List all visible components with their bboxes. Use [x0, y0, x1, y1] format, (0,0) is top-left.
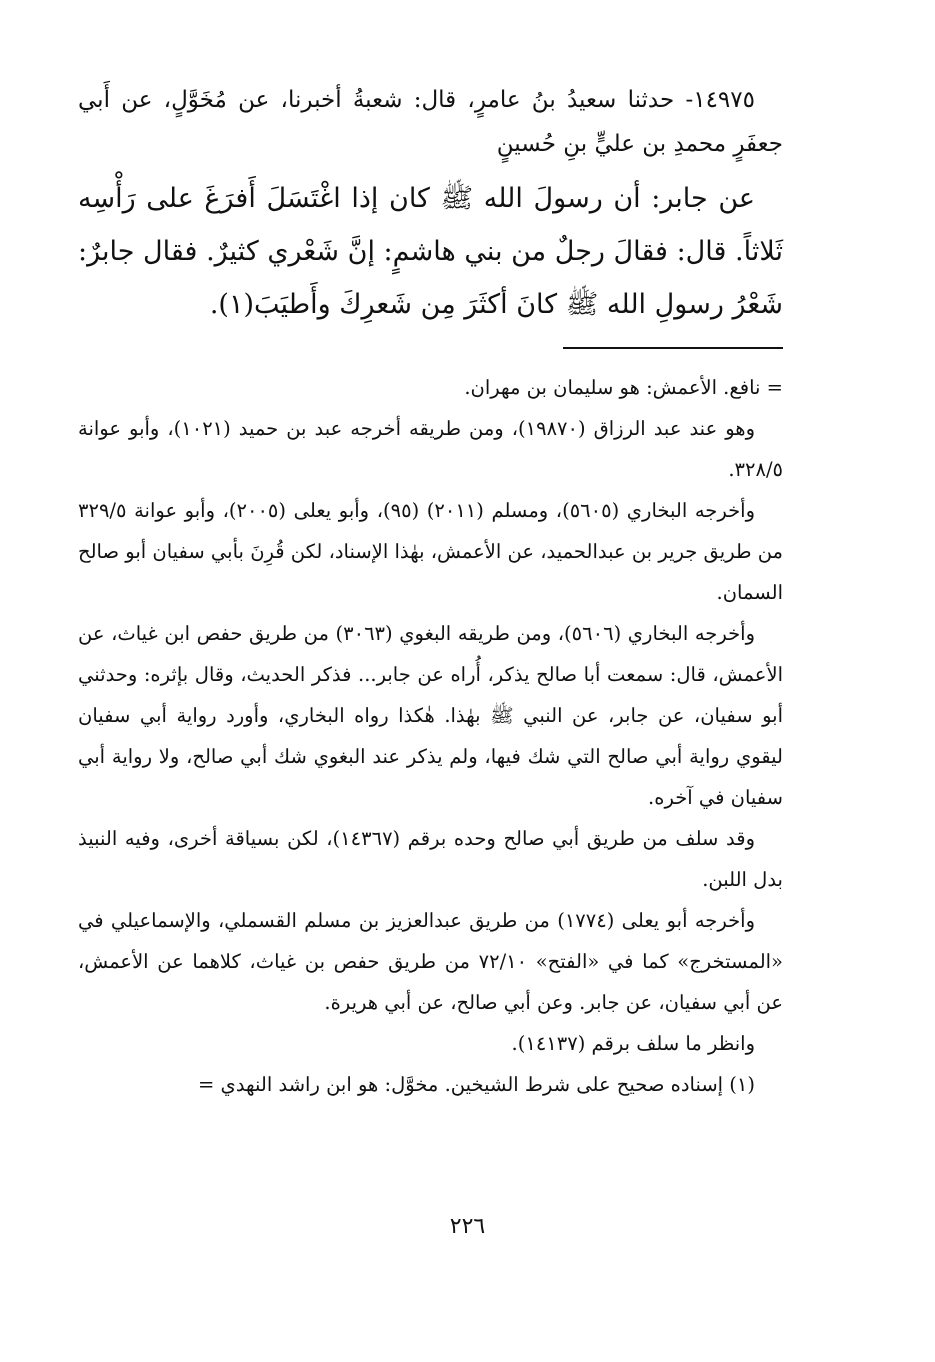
page-number: ٢٢٦ — [449, 1214, 486, 1239]
footnote-paragraph: وقد سلف من طريق أبي صالح وحده برقم (١٤٣٦٧)، لكن بسياقة أخرى، وفيه النبيذ بدل اللبن. — [78, 827, 783, 891]
footnote-paragraph: (١) إسناده صحيح على شرط الشيخين. مخوَّل: هو ابن راشد النهدي = — [198, 1073, 755, 1096]
document-page — [78, 78, 783, 1105]
footnote-paragraph: وأخرجه البخاري (٥٦٠٥)، ومسلم (٢٠١١) (٩٥)، وأبو يعلى (٢٠٠٥)، وأبو عوانة ٣٢٩/٥ من طريق جرير بن عبدالحميد، عن الأعمش، بهٰذا الإسناد، لكن قُرِنَ بأبي سفيان أبو صالح السمان. — [78, 499, 783, 604]
footnote-paragraph: وأخرجه أبو يعلى (١٧٧٤) من طريق عبدالعزيز بن مسلم القسملي، والإسماعيلي في «المستخرج» كما في «الفتح» ٧٢/١٠ من طريق حفص بن غياث، كلاهما عن الأعمش، عن أبي سفيان، عن جابر. وعن أبي صالح، عن أبي هريرة. — [78, 909, 783, 1014]
hadith-matn: عن جابر: أن رسولَ الله ﷺ كان إذا اغْتَسَلَ أَفرَغَ على رَأْسِه ثَلاثاً. قال: فقالَ رجلٌ من بني هاشمٍ: إنَّ شَعْري كثيرٌ. فقال جابرٌ: شَعْرُ رسولِ الله ﷺ كانَ أكثَرَ مِن شَعرِكَ وأَطيَبَ(١). — [78, 183, 783, 320]
footnote-separator — [563, 347, 783, 349]
footnotes — [78, 367, 783, 1105]
isnad-text: ١٤٩٧٥- حدثنا سعيدُ بنُ عامرٍ، قال: شعبةُ أخبرنا، عن مُخَوَّلٍ، عن أَبي جعفَرٍ محمدِ بن عليٍّ بنِ حُسينٍ — [78, 87, 783, 157]
footnote-paragraph: = نافع. الأعمش: هو سليمان بن مهران. — [464, 376, 783, 399]
footnote-paragraph: وانظر ما سلف برقم (١٤١٣٧). — [511, 1032, 755, 1055]
footnote-paragraph: وهو عند عبد الرزاق (١٩٨٧٠)، ومن طريقه أخرجه عبد بن حميد (١٠٢١)، وأبو عوانة ٣٢٨/٥. — [78, 417, 783, 481]
footnote-paragraph: وأخرجه البخاري (٥٦٠٦)، ومن طريقه البغوي (٣٠٦٣) من طريق حفص ابن غياث، عن الأعمش، قال: سمعت أبا صالح يذكر، أُراه عن جابر... فذكر الحديث، وقال بإثره: وحدثني أبو سفيان، عن جابر، عن النبي ﷺ بهٰذا. هٰكذا رواه البخاري، وأورد رواية أبي سفيان ليقوي رواية أبي صالح التي شك فيها، ولم يذكر عند البغوي شك أبي صالح، ولا رواية أبي سفيان في آخره. — [78, 622, 783, 809]
hadith-isnad — [78, 78, 783, 166]
